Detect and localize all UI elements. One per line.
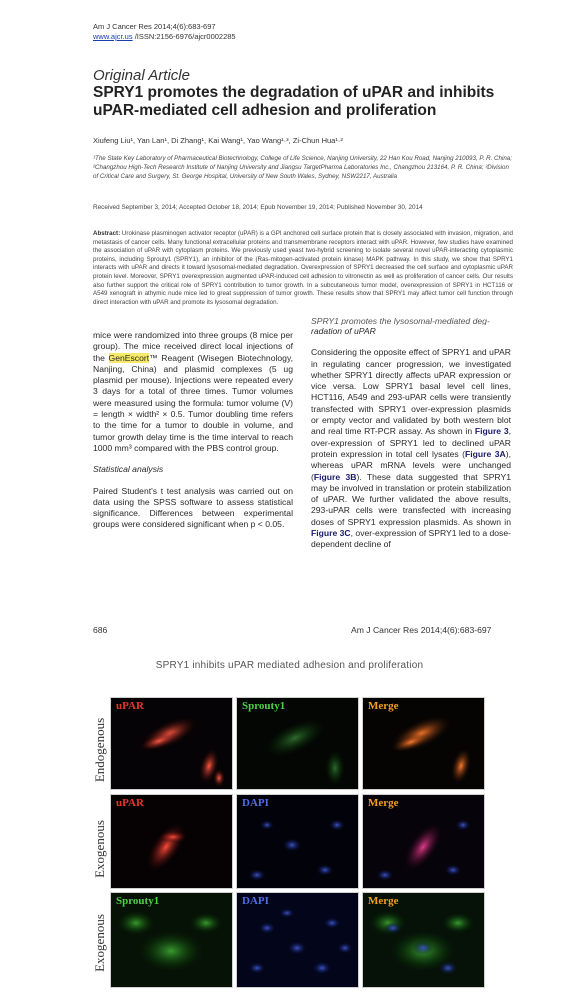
left-paragraph-1 xyxy=(93,330,293,454)
journal-header xyxy=(93,22,236,42)
affiliations: ¹The State Key Laboratory of Pharmaceutical Biotechnology, College of Life Science, Nanjing University, 22 Han Kou Road, Nanjing 210093, P. R. China; ²Changzhou High-Tech Research Institute of Nanjing University and Jiangsu TargetPharma Laboratories Inc., Changzhou 213164, P. R. China; ³Division of Critical Care and Surgery, St. George Hospital, University of New South Wales, Sydney, NSW2217, Australia xyxy=(93,155,512,180)
panel-label: DAPI xyxy=(242,895,269,907)
cut-off-heading-line: SPRY1 promotes the lysosomal-mediated deg- xyxy=(311,318,490,325)
micrograph-endogenous-upar xyxy=(110,697,233,790)
article-type: Original Article xyxy=(93,67,190,84)
micrograph-exogenous-merge xyxy=(362,794,485,889)
abstract-text: Urokinase plasminogen activator receptor (uPAR) is a GPI anchored cell surface protein that is closely associated with invasion, migration, and metastasis of cancer cells. Many functional extracellular proteins and transmembrane receptors interact with uPAR. However, few studies have examined the association of uPAR with cytoplasm proteins. We previously used yeast two-hybrid screening to isolate several novel uPAR-interacting cytoplasmic proteins, including Sprouty1 (SPRY1), an inhibitor of the (Ras-mitogen-activated protein kinase) MAPK pathway. In this study, we show that SPRY1 interacts with uPAR and directs it toward lysosomal-mediated degradation. Overexpression of SPRY1 decreased the cell surface and cytoplasmic uPAR protein level. Moreover, SPRY1 overexpression augmented uPAR-induced cell adhesion to vitronectin as well as proliferation of cancer cells. Our results also further support the critical role of SPRY1 contribution to tumor growth. In a subcutaneous tumor model, overexpression of SPRY1 in HCT116 or A549 xenograft in athymic nude mice led to great suppression of tumor growth. These results show that SPRY1 may affect tumor cell function through direct interaction with uPAR and promote its lysosomal degradation. xyxy=(93,230,513,306)
right-p1-text-a: Considering the opposite effect of SPRY1 and uPAR in regulating cancer progression, we investigated whether SPRY1 directly affects uPAR expression or vice versa. Low SPRY1 basal level cell lines, HCT116, A549 and 293-uPAR cells were transiently transfected with SPRY1 over-expression plasmids or empty vector and validated by both western blot and real time RT-PCR assay. As shown in xyxy=(311,347,511,437)
section-heading-statistical-analysis: Statistical analysis xyxy=(93,464,164,475)
right-p1-text-b: , over-expression of SPRY1 led to declined uPAR protein expression in total cell lysates ( xyxy=(311,426,511,459)
left-p1-text-a: mice were randomized into three groups (8 mice per group). The mice received direct local injections of the xyxy=(93,330,293,363)
micrograph-endogenous-sprouty1 xyxy=(236,697,359,790)
left-paragraph-2: Paired Student's t test analysis was carried out on data using the SPSS software to assess statistical significance. Differences between experimental groups were considered significant when p < 0.05. xyxy=(93,485,293,530)
footer-citation: Am J Cancer Res 2014;4(6):683-697 xyxy=(351,625,492,635)
journal-citation: Am J Cancer Res 2014;4(6):683-697 xyxy=(93,22,216,31)
section-heading-tail: radation of uPAR xyxy=(311,326,376,336)
figure-3-link[interactable]: Figure 3 xyxy=(474,426,509,437)
micrograph-endogenous-merge xyxy=(362,697,485,790)
panel-label: DAPI xyxy=(242,797,269,809)
right-column xyxy=(311,326,511,561)
right-p1-text-e: , over-expression of SPRY1 led to a dose-dependent decline of xyxy=(311,528,511,550)
panel-label: uPAR xyxy=(116,700,144,712)
right-paragraph-1 xyxy=(311,347,511,550)
panel-label: Sprouty1 xyxy=(242,700,286,712)
micrograph-exogenous-upar xyxy=(110,794,233,889)
journal-url-link[interactable]: www.ajcr.us xyxy=(93,32,133,41)
received-dates: Received September 3, 2014; Accepted October 18, 2014; Epub November 19, 2014; Published November 30, 2014 xyxy=(93,204,423,211)
panel-label: Sprouty1 xyxy=(116,895,160,907)
abstract-label: Abstract: xyxy=(93,230,121,237)
page-number: 686 xyxy=(93,625,108,635)
micrograph-exogenous-merge-2 xyxy=(362,892,485,988)
abstract xyxy=(93,230,513,307)
right-p1-text-c: ), whereas uPAR mRNA levels were unchanged ( xyxy=(311,448,511,482)
article-title: SPRY1 promotes the degradation of uPAR and inhibits uPAR-mediated cell adhesion and proliferation xyxy=(93,84,495,119)
panel-label: Merge xyxy=(368,797,399,809)
figure-3b-link[interactable]: Figure 3B xyxy=(313,471,357,482)
row-label-exogenous-2: Exogenous xyxy=(92,914,107,972)
row-label-endogenous: Endogenous xyxy=(92,717,107,783)
highlighted-term: GenEscort xyxy=(108,352,150,363)
figure-title: SPRY1 inhibits uPAR mediated adhesion and proliferation xyxy=(155,660,424,671)
journal-issn: /ISSN:2156-6976/ajcr0002285 xyxy=(132,32,236,41)
micrograph-exogenous-dapi-2 xyxy=(236,892,359,988)
micrograph-exogenous-dapi xyxy=(236,794,359,889)
panel-label: Merge xyxy=(368,700,399,712)
figure-3a-link[interactable]: Figure 3A xyxy=(465,448,506,459)
left-p1-text-b: ™ Reagent (Wisegen Biotechnology, Nanjing, China) and plasmid complexes (5 ug plasmid per mouse). Injections were repeated every 3 days for a total of three times. Tumor volumes were measured using the formula: tumor volume (V) = length × width² × 0.5. Tumor doubling time refers to the time for a tumor to double in volume, and tumor growth delay time is the time interval to reach 1000 mm³ compared with the PBS control group. xyxy=(93,352,293,453)
author-list: Xiufeng Liu¹, Yan Lan¹, Di Zhang¹, Kai Wang¹, Yao Wang¹·³, Zi-Chun Hua¹·² xyxy=(93,136,343,145)
row-label-exogenous-1: Exogenous xyxy=(92,820,107,878)
figure-3c-link[interactable]: Figure 3C xyxy=(311,528,351,539)
micrograph-exogenous-sprouty1 xyxy=(110,892,233,988)
panel-label: uPAR xyxy=(116,797,144,809)
right-p1-text-d: ). These data suggested that SPRY1 may be involved in translation or protein stabilization of uPAR. We further validated the above results, 293-uPAR cells were transfected with increasing doses of SPRY1 expression plasmids. As shown in xyxy=(311,471,511,527)
left-column xyxy=(93,330,293,541)
panel-label: Merge xyxy=(368,895,399,907)
